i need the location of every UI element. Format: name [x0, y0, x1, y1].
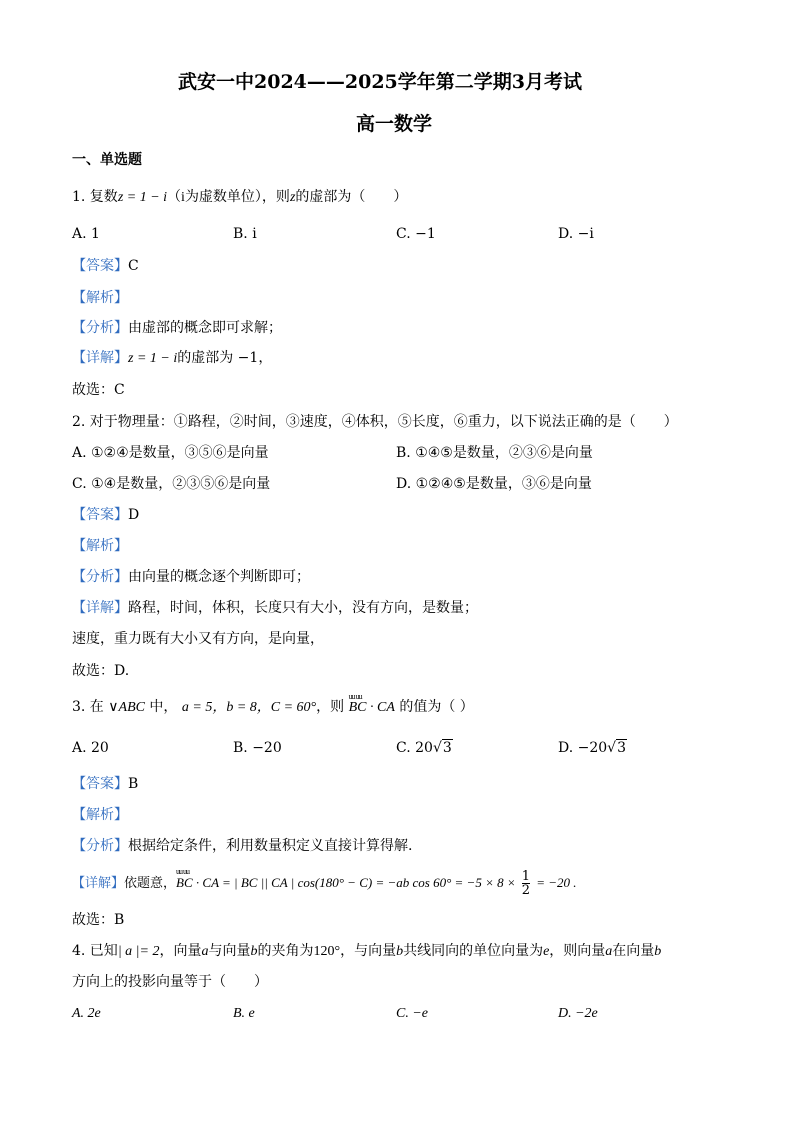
- section-heading: 一、单选题: [72, 152, 142, 168]
- q4-e-symbol: e: [543, 944, 550, 959]
- q1-fenxi: [72, 318, 282, 338]
- q4-option-a: A. 2e: [72, 1006, 101, 1021]
- q3-analysis-head: 【解析】: [72, 807, 128, 823]
- q3-triangle: ∨ABC: [108, 700, 145, 715]
- q1-option-c: C. −1: [396, 226, 436, 242]
- q3-xiangjie-end: = −20 .: [536, 875, 577, 890]
- q1-xiangjie-rest: 的虚部为 −1，: [177, 350, 273, 366]
- q2-option-d: D. ①②④⑤是数量，③⑥是向量: [396, 476, 592, 492]
- q1-z-symbol: z: [289, 190, 296, 205]
- q2-analysis-head: 【解析】: [72, 538, 128, 554]
- q2-option-b: B. ①④⑤是数量，②③⑥是向量: [396, 445, 593, 461]
- answer-label: 【答案】: [72, 258, 128, 274]
- q4-condition: | a |= 2: [117, 944, 160, 959]
- q3-fraction: [522, 870, 530, 897]
- q1-answer: [72, 256, 139, 276]
- q3-xiangjie-formula: uu uu BC · CA = | BC || CA | cos(180° − C) = −ab cos 60° = −5 × 8 ×: [176, 873, 516, 893]
- q4-stem-b: ，向量: [159, 943, 202, 959]
- q3-option-b: B. −20: [233, 740, 282, 756]
- q3-option-d-sqrt: 3: [617, 740, 627, 756]
- q1-analysis-head: 【解析】: [72, 290, 128, 306]
- q3-stem-d: 的值为（ ）: [399, 699, 474, 715]
- q2-xiangjie-text: 路程，时间，体积，长度只有大小，没有方向，是数量；: [128, 600, 478, 616]
- q2-answer: [72, 505, 139, 525]
- q4-angle: 120°: [313, 944, 341, 959]
- q4-stem-h: 在向量: [612, 943, 655, 959]
- q2-stem: 2. 对于物理量：①路程，②时间，③速度，④体积，⑤长度，⑥重力，以下说法正确的是（ ）: [72, 414, 678, 430]
- q3-conditions: a = 5，b = 8，C = 60°: [181, 700, 317, 715]
- q1-choose: 故选：C: [72, 382, 125, 398]
- q1-formula: z = 1 − i: [117, 190, 168, 205]
- q1-xiangjie-formula: z = 1 − i: [128, 351, 178, 366]
- exam-title: 武安一中2024——2025学年第二学期3月考试: [178, 71, 582, 93]
- q4-stem-e: ，与向量: [340, 943, 397, 959]
- answer-label: 【答案】: [72, 776, 128, 792]
- q1-option-d: D. −i: [558, 226, 594, 242]
- q2-answer-value: D: [128, 507, 140, 523]
- q4-a-symbol: a: [201, 944, 209, 959]
- q4-stem: [72, 941, 661, 962]
- q3-stem: [72, 697, 474, 718]
- q4-stem-a: 4. 已知: [72, 943, 118, 959]
- q2-fenxi: [72, 567, 310, 587]
- q3-option-d: D. −20√3: [558, 740, 627, 756]
- q1-stem-b: （: [167, 189, 182, 205]
- fenxi-label: 【分析】: [72, 320, 128, 336]
- q1-i-symbol: i: [181, 190, 185, 205]
- q4-b-symbol: b: [250, 944, 258, 959]
- q1-option-a: A. 1: [72, 226, 100, 242]
- q4-b-symbol-3: b: [654, 944, 662, 959]
- q3-option-d-text: D. −20: [558, 740, 608, 756]
- q3-answer-value: B: [128, 776, 139, 792]
- q4-stem-f: 共线同向的单位向量为: [403, 943, 544, 959]
- q1-answer-value: C: [128, 258, 139, 274]
- fenxi-label: 【分析】: [72, 569, 128, 585]
- q3-vector-product: uu uu BC · CA: [349, 698, 395, 718]
- q1-stem-d: 的虚部为（ ）: [295, 189, 408, 205]
- q1-option-b: B. i: [233, 226, 257, 242]
- xiangjie-label: 【详解】: [72, 876, 125, 891]
- q1-fenxi-text: 由虚部的概念即可求解；: [128, 320, 282, 336]
- fenxi-label: 【分析】: [72, 838, 128, 854]
- q4-stem-g: ，则向量: [549, 943, 606, 959]
- xiangjie-label: 【详解】: [72, 350, 128, 366]
- q4-option-b: B. e: [233, 1006, 255, 1021]
- q3-choose: 故选：B: [72, 912, 125, 928]
- q2-option-c: C. ①④是数量，②③⑤⑥是向量: [72, 476, 271, 492]
- q3-stem-c: ，则: [316, 699, 345, 715]
- q3-option-c: C. 20√3: [396, 740, 452, 756]
- q3-option-c-sqrt: 3: [442, 740, 452, 756]
- q4-b-symbol-2: b: [396, 944, 404, 959]
- q3-fenxi-text: 根据给定条件，利用数量积定义直接计算得解.: [128, 838, 413, 854]
- q1-stem-c: 为虚数单位），则: [184, 189, 290, 205]
- q4-stem-c: 与向量: [208, 943, 251, 959]
- q3-fraction-denominator: 2: [521, 883, 531, 898]
- xiangjie-label: 【详解】: [72, 600, 128, 616]
- q4-line2: 方向上的投影向量等于（ ）: [72, 974, 268, 990]
- q1-xiangjie: [72, 348, 272, 369]
- q2-xiangjie: [72, 598, 478, 618]
- q3-stem-b: 中，: [149, 699, 178, 715]
- q3-xiangjie: [72, 870, 576, 897]
- q4-a-symbol-2: a: [605, 944, 613, 959]
- q2-option-a: A. ①②④是数量，③⑤⑥是向量: [72, 445, 269, 461]
- q4-option-c: C. −e: [396, 1006, 428, 1021]
- q4-option-d: D. −2e: [558, 1006, 598, 1021]
- q3-option-a: A. 20: [72, 740, 109, 756]
- q1-stem: [72, 187, 407, 208]
- q2-line2: 速度，重力既有大小又有方向，是向量，: [72, 631, 324, 647]
- answer-label: 【答案】: [72, 507, 128, 523]
- q4-stem-d: 的夹角为: [257, 943, 314, 959]
- q3-fraction-numerator: 1: [521, 869, 531, 884]
- q3-xiangjie-a: 依题意，: [124, 876, 177, 891]
- q1-stem-a: 1. 复数: [72, 189, 118, 205]
- exam-subtitle: 高一数学: [356, 113, 433, 135]
- q3-answer: [72, 774, 138, 794]
- q2-choose: 故选：D.: [72, 663, 130, 679]
- q3-stem-a: 3. 在: [72, 699, 104, 715]
- q3-option-c-text: C. 20: [396, 740, 433, 756]
- q3-fenxi: [72, 836, 412, 856]
- q2-fenxi-text: 由向量的概念逐个判断即可；: [128, 569, 310, 585]
